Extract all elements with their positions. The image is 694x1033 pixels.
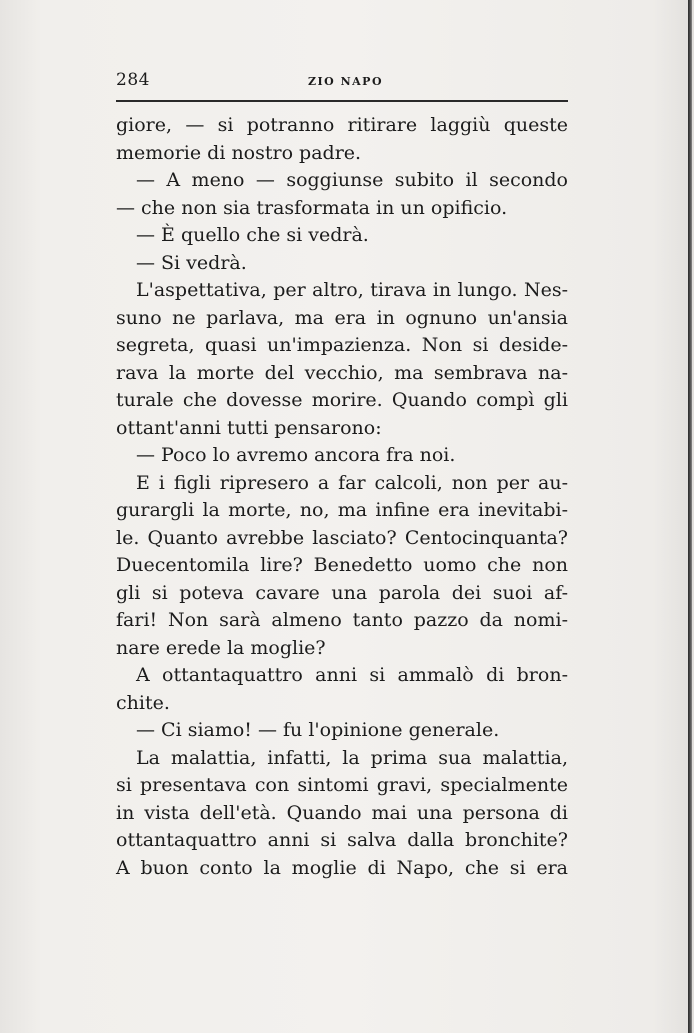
- text-line: L'aspettativa, per altro, tirava in lungo. Nes-: [136, 279, 568, 301]
- text-line: nare erede la moglie?: [116, 636, 326, 659]
- text-line: A ottantaquattro anni si ammalò di bron-: [136, 664, 568, 686]
- running-title: ZIO NAPO: [308, 75, 384, 88]
- text-line: gurargli la morte, no, ma infine era inevitabi-: [116, 499, 568, 521]
- text-line: A buon conto la moglie di Napo, che si era: [116, 856, 568, 879]
- text-line: giore, — si potranno ritirare laggiù queste: [116, 114, 568, 136]
- text-line: — che non sia trasformata in un opificio.: [116, 196, 508, 219]
- page-number: 284: [116, 70, 150, 90]
- text-line: — Ci siamo! — fu l'opinione generale.: [136, 719, 500, 741]
- text-line: rava la morte del vecchio, ma sembrava na-: [116, 361, 568, 384]
- text-line: segreta, quasi un'impazienza. Non si deside-: [116, 334, 568, 356]
- text-line: — È quello che si vedrà.: [136, 224, 369, 246]
- text-line: La malattia, infatti, la prima sua malattia,: [136, 746, 568, 769]
- text-line: ottant'anni tutti pensarono:: [116, 416, 382, 439]
- text-line: turale che dovesse morire. Quando compì gli: [116, 389, 568, 411]
- page-header: [116, 70, 568, 96]
- text-line: fari! Non sarà almeno tanto pazzo da nomi-: [116, 609, 568, 631]
- text-line: chite.: [116, 691, 170, 714]
- body-text: [116, 112, 568, 882]
- text-line: — Si vedrà.: [136, 251, 247, 274]
- text-line: in vista dell'età. Quando mai una persona di: [116, 801, 568, 824]
- page-edge-shadow: [688, 0, 692, 1033]
- text-line: le. Quanto avrebbe lasciato? Centocinquanta?: [116, 526, 568, 549]
- text-line: — A meno — soggiunse subito il secondo: [136, 169, 568, 191]
- text-line: ottantaquattro anni si salva dalla bronchite?: [116, 829, 568, 851]
- text-line: suno ne parlava, ma era in ognuno un'ansia: [116, 306, 568, 329]
- header-rule: [116, 100, 568, 102]
- text-line: memorie di nostro padre.: [116, 141, 362, 164]
- text-line: si presentava con sintomi gravi, specialmente: [116, 774, 568, 796]
- text-line: Duecentomila lire? Benedetto uomo che non: [116, 554, 568, 576]
- text-line: E i figli ripresero a far calcoli, non per au-: [136, 471, 568, 494]
- text-line: — Poco lo avremo ancora fra noi.: [136, 444, 456, 466]
- text-line: gli si poteva cavare una parola dei suoi af-: [116, 581, 568, 604]
